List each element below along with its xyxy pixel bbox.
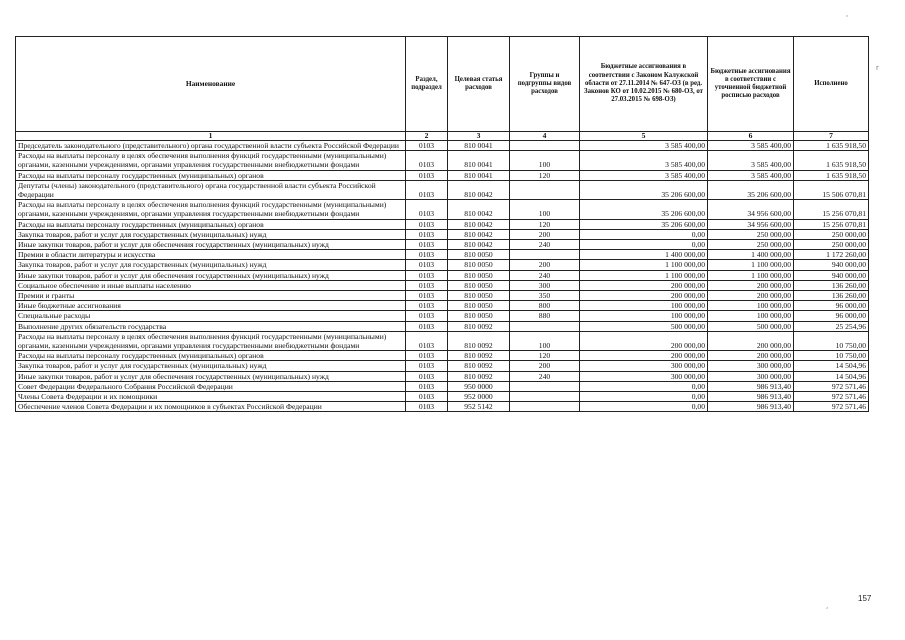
row-section: 0103: [406, 301, 448, 311]
row-group: [510, 321, 580, 331]
row-assignments-refined: 35 206 600,00: [708, 180, 794, 199]
row-assignments-law: 300 000,00: [580, 361, 708, 371]
row-article: 810 0092: [448, 321, 510, 331]
row-assignments-refined: 200 000,00: [708, 291, 794, 301]
row-assignments-refined: 250 000,00: [708, 229, 794, 239]
row-executed: 1 172 260,00: [794, 250, 869, 260]
table-row: [16, 151, 869, 170]
row-article: 810 0041: [448, 170, 510, 180]
table-row: [16, 381, 869, 391]
row-executed: 25 254,96: [794, 321, 869, 331]
row-section: 0103: [406, 291, 448, 301]
row-name: Закупка товаров, работ и услуг для государственных (муниципальных) нужд: [16, 361, 406, 371]
row-group: 100: [510, 331, 580, 350]
row-section: 0103: [406, 151, 448, 170]
row-group: 120: [510, 351, 580, 361]
table-row: [16, 170, 869, 180]
row-executed: 96 000,00: [794, 311, 869, 321]
row-article: 952 5142: [448, 402, 510, 412]
row-name: Расходы на выплаты персоналу государственных (муниципальных) органов: [16, 351, 406, 361]
header-article: Целевая статья расходов: [448, 37, 510, 132]
row-executed: 136 260,00: [794, 291, 869, 301]
row-assignments-refined: 100 000,00: [708, 311, 794, 321]
row-section: 0103: [406, 402, 448, 412]
row-section: 0103: [406, 229, 448, 239]
row-name: Иные закупки товаров, работ и услуг для обеспечения государственных (муниципальных) нужд: [16, 371, 406, 381]
column-number-row: [16, 132, 869, 141]
table-row: [16, 361, 869, 371]
row-section: 0103: [406, 321, 448, 331]
row-section: 0103: [406, 250, 448, 260]
table-row: [16, 280, 869, 290]
row-assignments-refined: 3 585 400,00: [708, 151, 794, 170]
row-name: Иные закупки товаров, работ и услуг для обеспечения государственных (муниципальных) нужд: [16, 270, 406, 280]
row-section: 0103: [406, 260, 448, 270]
row-article: 810 0042: [448, 200, 510, 219]
row-executed: 1 635 918,50: [794, 151, 869, 170]
row-article: 810 0050: [448, 250, 510, 260]
row-article: 810 0042: [448, 240, 510, 250]
row-group: [510, 402, 580, 412]
row-name: Расходы на выплаты персоналу государственных (муниципальных) органов: [16, 170, 406, 180]
row-group: 120: [510, 219, 580, 229]
row-article: 810 0092: [448, 371, 510, 381]
row-name: Расходы на выплаты персоналу государственных (муниципальных) органов: [16, 219, 406, 229]
row-executed: 14 504,96: [794, 371, 869, 381]
row-name: Иные бюджетные ассигнования: [16, 301, 406, 311]
row-group: [510, 180, 580, 199]
row-executed: 1 635 918,50: [794, 170, 869, 180]
row-article: 810 0042: [448, 229, 510, 239]
table-row: [16, 392, 869, 402]
table-row: [16, 371, 869, 381]
header-assignments-refined: Бюджетные ассигнования в соответствии с уточненной бюджетной росписью расходов: [708, 37, 794, 132]
row-name: Социальное обеспечение и иные выплаты населению: [16, 280, 406, 290]
header-executed: Исполнено: [794, 37, 869, 132]
row-assignments-refined: 34 956 600,00: [708, 200, 794, 219]
row-executed: 96 000,00: [794, 301, 869, 311]
row-executed: 972 571,46: [794, 392, 869, 402]
row-section: 0103: [406, 361, 448, 371]
column-number: 5: [580, 132, 708, 141]
row-section: 0103: [406, 371, 448, 381]
row-group: 100: [510, 200, 580, 219]
row-executed: 15 256 070,81: [794, 219, 869, 229]
table-row: [16, 351, 869, 361]
row-assignments-refined: 300 000,00: [708, 371, 794, 381]
row-assignments-law: 3 585 400,00: [580, 141, 708, 151]
row-assignments-refined: 200 000,00: [708, 331, 794, 350]
row-executed: 1 635 918,50: [794, 141, 869, 151]
row-assignments-law: 100 000,00: [580, 311, 708, 321]
row-assignments-refined: 1 100 000,00: [708, 260, 794, 270]
scan-speck: ': [846, 14, 848, 22]
row-section: 0103: [406, 311, 448, 321]
row-assignments-refined: 986 913,40: [708, 381, 794, 391]
row-name: Обеспечение членов Совета Федерации и их помощников в субъектах Российской Федерации: [16, 402, 406, 412]
table-row: [16, 219, 869, 229]
row-section: 0103: [406, 280, 448, 290]
row-assignments-law: 1 100 000,00: [580, 270, 708, 280]
row-name: Председатель законодательного (представительного) органа государственной власти субъекта Российской Федерации: [16, 141, 406, 151]
row-section: 0103: [406, 351, 448, 361]
row-assignments-refined: 3 585 400,00: [708, 170, 794, 180]
row-assignments-law: 200 000,00: [580, 280, 708, 290]
table-row: [16, 240, 869, 250]
row-assignments-refined: 986 913,40: [708, 392, 794, 402]
row-name: Премии и гранты: [16, 291, 406, 301]
row-group: [510, 381, 580, 391]
row-assignments-law: 300 000,00: [580, 371, 708, 381]
row-article: 810 0092: [448, 351, 510, 361]
row-section: 0103: [406, 219, 448, 229]
row-assignments-law: 100 000,00: [580, 301, 708, 311]
row-executed: 10 750,00: [794, 331, 869, 350]
row-group: 800: [510, 301, 580, 311]
row-name: Выполнение других обязательств государства: [16, 321, 406, 331]
table-row: [16, 311, 869, 321]
row-name: Расходы на выплаты персоналу в целях обеспечения выполнения функций государственными (муниципальными) органами, казенными учреждениями, органами управления государственными внебюджетными фондами: [16, 331, 406, 350]
row-name: Закупка товаров, работ и услуг для государственных (муниципальных) нужд: [16, 229, 406, 239]
row-name: Иные закупки товаров, работ и услуг для обеспечения государственных (муниципальных) нужд: [16, 240, 406, 250]
row-assignments-law: 0,00: [580, 392, 708, 402]
row-assignments-law: 0,00: [580, 229, 708, 239]
row-name: Расходы на выплаты персоналу в целях обеспечения выполнения функций государственными (муниципальными) органами, казенными учреждениями, органами управления государственными внебюджетными фондами: [16, 151, 406, 170]
row-executed: 972 571,46: [794, 381, 869, 391]
scan-speck: r: [876, 64, 879, 72]
row-article: 810 0042: [448, 180, 510, 199]
row-assignments-law: 35 206 600,00: [580, 200, 708, 219]
table-row: [16, 250, 869, 260]
row-article: 950 0000: [448, 381, 510, 391]
row-assignments-refined: 200 000,00: [708, 351, 794, 361]
page-number: 157: [858, 594, 872, 603]
row-name: Депутаты (члены) законодательного (представительного) органа государственной власти субъекта Российской Федерации: [16, 180, 406, 199]
table-row: [16, 270, 869, 280]
scan-speck: ,: [826, 602, 829, 610]
header-group: Группы и подгруппы видов расходов: [510, 37, 580, 132]
row-group: 240: [510, 371, 580, 381]
row-assignments-refined: 500 000,00: [708, 321, 794, 331]
row-section: 0103: [406, 141, 448, 151]
row-assignments-refined: 1 400 000,00: [708, 250, 794, 260]
row-group: 120: [510, 170, 580, 180]
row-assignments-refined: 986 913,40: [708, 402, 794, 412]
row-executed: 250 000,00: [794, 229, 869, 239]
table-row: [16, 321, 869, 331]
row-assignments-law: 3 585 400,00: [580, 151, 708, 170]
row-assignments-refined: 34 956 600,00: [708, 219, 794, 229]
column-number: 1: [16, 132, 406, 141]
row-assignments-law: 35 206 600,00: [580, 219, 708, 229]
row-section: 0103: [406, 392, 448, 402]
row-executed: 10 750,00: [794, 351, 869, 361]
row-group: 200: [510, 229, 580, 239]
row-assignments-refined: 250 000,00: [708, 240, 794, 250]
table-row: [16, 229, 869, 239]
row-assignments-refined: 3 585 400,00: [708, 141, 794, 151]
row-name: Члены Совета Федерации и их помощники: [16, 392, 406, 402]
row-section: 0103: [406, 200, 448, 219]
row-assignments-law: 0,00: [580, 381, 708, 391]
row-executed: 14 504,96: [794, 361, 869, 371]
row-section: 0103: [406, 180, 448, 199]
column-number: 2: [406, 132, 448, 141]
row-executed: 940 000,00: [794, 270, 869, 280]
row-assignments-refined: 100 000,00: [708, 301, 794, 311]
row-assignments-refined: 300 000,00: [708, 361, 794, 371]
row-name: Расходы на выплаты персоналу в целях обеспечения выполнения функций государственными (муниципальными) органами, казенными учреждениями, органами управления государственными внебюджетными фондами: [16, 200, 406, 219]
row-group: [510, 392, 580, 402]
row-group: 240: [510, 270, 580, 280]
row-group: [510, 250, 580, 260]
row-assignments-refined: 200 000,00: [708, 280, 794, 290]
row-name: Премии в области литературы и искусства: [16, 250, 406, 260]
row-assignments-law: 0,00: [580, 402, 708, 412]
row-group: 200: [510, 361, 580, 371]
row-article: 810 0092: [448, 331, 510, 350]
row-group: 200: [510, 260, 580, 270]
budget-rows: [16, 141, 869, 412]
table-row: [16, 331, 869, 350]
column-number: 6: [708, 132, 794, 141]
row-article: 952 0000: [448, 392, 510, 402]
table-row: [16, 291, 869, 301]
table-row: [16, 180, 869, 199]
row-group: 350: [510, 291, 580, 301]
row-group: 880: [510, 311, 580, 321]
row-section: 0103: [406, 240, 448, 250]
header-assignments-law: Бюджетные ассигнования в соответствии с Законом Калужской области от 27.11.2014 № 647-ОЗ (в ред. Законов КО от 10.02.2015 № 680-ОЗ, от 27.03.2015 № 698-ОЗ): [580, 37, 708, 132]
row-assignments-law: 1 100 000,00: [580, 260, 708, 270]
row-executed: 136 260,00: [794, 280, 869, 290]
row-article: 810 0041: [448, 151, 510, 170]
row-article: 810 0050: [448, 260, 510, 270]
row-article: 810 0042: [448, 219, 510, 229]
row-executed: 15 506 070,81: [794, 180, 869, 199]
row-group: 240: [510, 240, 580, 250]
row-assignments-law: 35 206 600,00: [580, 180, 708, 199]
row-assignments-law: 200 000,00: [580, 351, 708, 361]
row-section: 0103: [406, 270, 448, 280]
table-header-row: [16, 37, 869, 132]
row-assignments-law: 1 400 000,00: [580, 250, 708, 260]
column-number: 3: [448, 132, 510, 141]
row-group: 300: [510, 280, 580, 290]
row-assignments-refined: 1 100 000,00: [708, 270, 794, 280]
row-article: 810 0092: [448, 361, 510, 371]
row-name: Специальные расходы: [16, 311, 406, 321]
row-article: 810 0050: [448, 301, 510, 311]
row-section: 0103: [406, 331, 448, 350]
row-article: 810 0050: [448, 280, 510, 290]
table-row: [16, 402, 869, 412]
row-group: 100: [510, 151, 580, 170]
row-assignments-law: 200 000,00: [580, 331, 708, 350]
row-article: 810 0050: [448, 291, 510, 301]
table-row: [16, 260, 869, 270]
table-row: [16, 141, 869, 151]
row-group: [510, 141, 580, 151]
row-article: 810 0050: [448, 270, 510, 280]
document-page: [15, 36, 868, 412]
budget-table: [15, 36, 869, 412]
row-executed: 972 571,46: [794, 402, 869, 412]
row-assignments-law: 200 000,00: [580, 291, 708, 301]
row-section: 0103: [406, 381, 448, 391]
row-assignments-law: 3 585 400,00: [580, 170, 708, 180]
column-number: 4: [510, 132, 580, 141]
row-executed: 250 000,00: [794, 240, 869, 250]
row-executed: 940 000,00: [794, 260, 869, 270]
row-assignments-law: 500 000,00: [580, 321, 708, 331]
row-article: 810 0050: [448, 311, 510, 321]
table-row: [16, 200, 869, 219]
row-name: Закупка товаров, работ и услуг для государственных (муниципальных) нужд: [16, 260, 406, 270]
row-name: Совет Федерации Федерального Собрания Российской Федерации: [16, 381, 406, 391]
column-number: 7: [794, 132, 869, 141]
row-article: 810 0041: [448, 141, 510, 151]
row-executed: 15 256 070,81: [794, 200, 869, 219]
table-row: [16, 301, 869, 311]
header-name: Наименование: [16, 37, 406, 132]
row-assignments-law: 0,00: [580, 240, 708, 250]
row-section: 0103: [406, 170, 448, 180]
header-section: Раздел, подраздел: [406, 37, 448, 132]
